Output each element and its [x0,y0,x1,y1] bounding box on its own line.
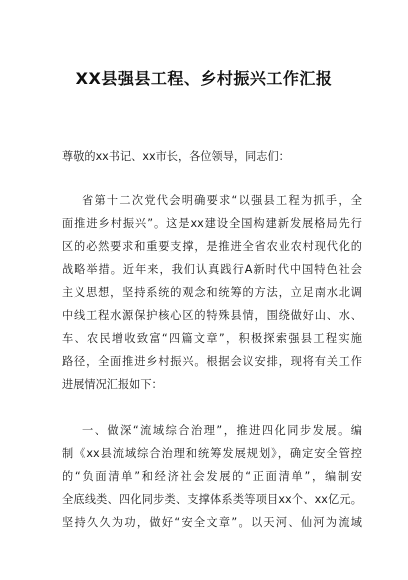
document-title: XX县强县工程、乡村振兴工作汇报 [75,69,333,88]
paragraph-line: 省第十二次党代会明确要求“以强县工程为抓手，全 [82,194,362,207]
paragraph-line: 中线工程水源保护核心区的特殊县情，围绕做好山、水、 [62,309,362,322]
paragraph-line: 面推进乡村振兴”。这是xx建设全国构建新发展格局先行 [62,217,362,230]
paragraph-line: 进展情况汇报如下： [62,378,163,391]
paragraph-line: 全底线类、四化同步类、支撑体系类等项目xx个、xx亿元。 [62,493,362,506]
paragraph-line: 一、做深“流域综合治理”，推进四化同步发展。编 [82,424,362,437]
paragraph-line: 坚持久久为功，做好“安全文章”。以天河、仙河为流域 [62,516,362,529]
paragraph-line: 路径，全面推进乡村振兴。根据会议安排，现将有关工作 [62,355,362,368]
paragraph-line: 区的必然要求和重要支撑，是推进全省农业农村现代化的 [62,240,362,253]
paragraph-line: 的“负面清单”和经济社会发展的“正面清单”，编制安 [62,470,362,483]
paragraph-line: 车、农民增收致富“四篇文章”，积极探索强县工程实施 [62,332,362,345]
paragraph-line: 战略举措。近年来，我们认真践行A新时代中国特色社会 [62,263,362,276]
paragraph-line: 制《xx县流域综合治理和统筹发展规划》，确定安全管控 [62,447,362,460]
salutation: 尊敬的xx书记、xx市长，各位领导，同志们： [62,150,290,163]
paragraph-line: 主义思想，坚持系统的观念和统筹的方法，立足南水北调 [62,286,362,299]
